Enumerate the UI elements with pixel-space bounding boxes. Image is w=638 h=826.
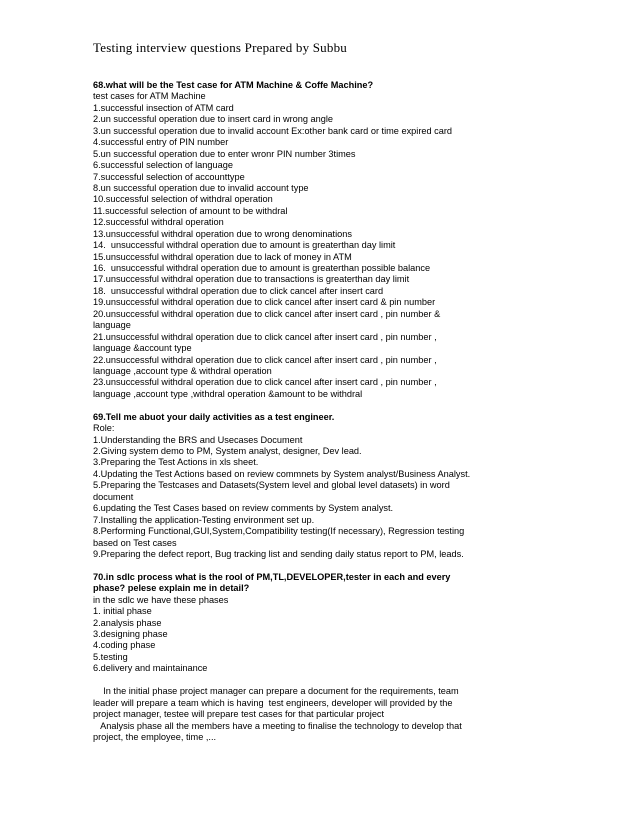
answer-line: 2.analysis phase bbox=[93, 617, 162, 628]
answer-line: 4.successful entry of PIN number bbox=[93, 137, 229, 148]
page-header: Testing interview questions Prepared by Subbu bbox=[93, 40, 347, 55]
question-heading: phase? pelese explain me in detail? bbox=[93, 583, 250, 594]
answer-line: 3.designing phase bbox=[93, 629, 168, 639]
answer-line: 21.unsuccessful withdral operation due to click cancel after insert card , pin number , bbox=[93, 331, 437, 342]
answer-line: 7.successful selection of accounttype bbox=[93, 171, 245, 182]
answer-line: 5.testing bbox=[93, 651, 128, 662]
question-section bbox=[93, 412, 543, 561]
answer-line: 12.successful withdral operation bbox=[93, 217, 224, 228]
answer-line: In the initial phase project manager can prepare a document for the requirements, team bbox=[93, 686, 459, 697]
answer-line: 8.un successful operation due to invalid account type bbox=[93, 182, 309, 193]
answer-line: 3.Preparing the Test Actions in xls sheet. bbox=[93, 457, 259, 468]
answer-line: 17.unsuccessful withdral operation due to transactions is greaterthan day limit bbox=[93, 274, 410, 285]
answer-line: 6.delivery and maintainance bbox=[93, 663, 208, 674]
answer-line: 1.successful insection of ATM card bbox=[93, 102, 234, 113]
answer-line: 15.unsuccessful withdral operation due to lack of money in ATM bbox=[93, 251, 352, 262]
answer-line: 10.successful selection of withdral operation bbox=[93, 194, 273, 205]
question-heading: 69.Tell me abuot your daily activities as a test engineer. bbox=[93, 411, 335, 422]
question-heading: 68.what will be the Test case for ATM Machine & Coffe Machine? bbox=[93, 80, 374, 90]
answer-line: 20.unsuccessful withdral operation due to click cancel after insert card , pin number & bbox=[93, 308, 441, 319]
answer-line: 2.Giving system demo to PM, System analyst, designer, Dev lead. bbox=[93, 446, 362, 456]
question-section bbox=[93, 80, 543, 400]
answer-line: Role: bbox=[93, 423, 115, 434]
answer-line: 6.successful selection of language bbox=[93, 160, 233, 171]
answer-line: 6.updating the Test Cases based on review comments by System analyst. bbox=[93, 503, 394, 514]
answer-line: 11.successful selection of amount to be withdral bbox=[93, 205, 288, 216]
answer-line: 5.un successful operation due to enter wronr PIN number 3times bbox=[93, 148, 356, 159]
answer-line: 23.unsuccessful withdral operation due to click cancel after insert card , pin number , bbox=[93, 377, 437, 388]
answer-line: in the sdlc we have these phases bbox=[93, 594, 229, 605]
section-gap bbox=[93, 560, 543, 571]
document-body bbox=[93, 80, 543, 743]
answer-line: 22.unsuccessful withdral operation due to click cancel after insert card , pin number , bbox=[93, 354, 437, 365]
answer-line: 18. unsuccessful withdral operation due to click cancel after insert card bbox=[93, 285, 384, 296]
answer-line: 3.un successful operation due to invalid account Ex:other bank card or time expired card bbox=[93, 125, 453, 136]
answer-line: 7.Installing the application-Testing environment set up. bbox=[93, 514, 315, 525]
answer-line: Analysis phase all the members have a meeting to finalise the technology to develop that bbox=[93, 720, 462, 731]
answer-line: 4.Updating the Test Actions based on review commnets by System analyst/Business Analyst. bbox=[93, 468, 471, 479]
answer-line: 5.Preparing the Testcases and Datasets(System level and global level datasets) in word bbox=[93, 480, 450, 491]
answer-line: document bbox=[93, 491, 134, 502]
answer-line: leader will prepare a team which is having test engineers, developer will provided by the bbox=[93, 697, 453, 708]
answer-line: language ,account type ,withdral operation &amount to be withdral bbox=[93, 388, 363, 399]
answer-line: project, the employee, time ,... bbox=[93, 731, 217, 742]
answer-line: 14. unsuccessful withdral operation due to amount is greaterthan day limit bbox=[93, 240, 396, 251]
answer-line: language bbox=[93, 320, 131, 331]
answer-line bbox=[93, 675, 543, 686]
section-gap bbox=[93, 400, 543, 411]
answer-line: project manager, testee will prepare test cases for that particular project bbox=[93, 709, 385, 720]
answer-line: test cases for ATM Machine bbox=[93, 91, 206, 102]
answer-line: 19.unsuccessful withdral operation due to click cancel after insert card & pin number bbox=[93, 297, 436, 308]
question-section bbox=[93, 572, 543, 744]
answer-line: language &account type bbox=[93, 343, 192, 354]
answer-line: 13.unsuccessful withdral operation due to wrong denominations bbox=[93, 228, 352, 239]
answer-line: 2.un successful operation due to insert card in wrong angle bbox=[93, 114, 334, 125]
answer-line: based on Test cases bbox=[93, 537, 177, 548]
question-heading: 70.in sdlc process what is the rool of PM,TL,DEVELOPER,tester in each and every bbox=[93, 571, 451, 582]
answer-line: 9.Preparing the defect report, Bug tracking list and sending daily status report to PM, leads. bbox=[93, 548, 464, 559]
answer-line: language ,account type & withdral operation bbox=[93, 365, 272, 376]
answer-line: 16. unsuccessful withdral operation due to amount is greaterthan possible balance bbox=[93, 263, 431, 273]
answer-line: 1.Understanding the BRS and Usecases Document bbox=[93, 434, 303, 445]
answer-line: 4.coding phase bbox=[93, 640, 156, 651]
answer-line: 1. initial phase bbox=[93, 606, 152, 617]
answer-line: 8.Performing Functional,GUI,System,Compatibility testing(If necessary), Regression testing bbox=[93, 526, 465, 537]
